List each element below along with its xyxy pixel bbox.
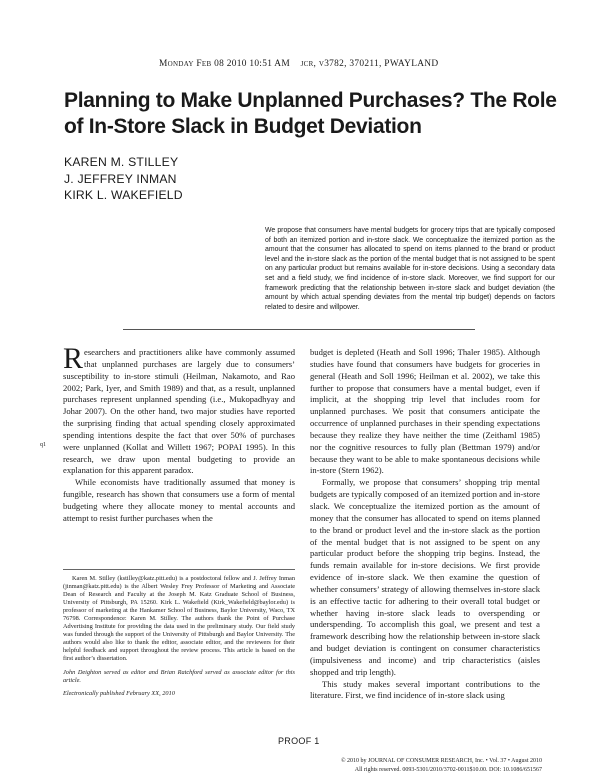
article-title: Planning to Make Unplanned Purchases? The Role of In-Store Slack in Budget Deviation <box>64 89 557 138</box>
author-footnote <box>63 575 295 698</box>
author-name: J. JEFFREY INMAN <box>64 171 177 186</box>
author-list <box>64 154 183 204</box>
author-affiliations: Karen M. Stilley (kstilley@katz.pitt.edu) is a postdoctoral fellow and J. Jeffrey Inman (jinman@katz.pitt.edu) is the Albert Wesley Frey Professor of Marketing and Associate Dean of Research and Faculty at the Joseph M. Katz Graduate School of Business, University of Pittsburgh, PA 15260. Kirk L. Wakefield (Kirk_Wakefield@baylor.edu) is professor of marketing at the Hankamer School of Business, Baylor University, Waco, TX 76798. Correspondence: Karen M. Stilley. The authors thank the Point of Purchase Advertising Institute for providing the data used in the preliminary study. Our field study was funded through the support of the University of Pittsburgh and Baylor University. The authors would also like to thank the editor, associate editor, and the reviewers for their helpful feedback and support throughout the review process. This article is based on the first author’s dissertation. <box>63 575 295 663</box>
running-head <box>159 59 559 69</box>
abstract: We propose that consumers have mental budgets for grocery trips that are typically composed of both an itemized portion and in-store slack. We conceptualize the itemized portion as the amount that the consumer has allocated to spend on items planned to the brand or product level and the in-store slack as the portion of the mental budget that is not assigned to be spent on any particular product but remains available for in-store decisions. Using a secondary data set and a field study, we find incidence of in-store slack. Moreover, we find support for our framework predicting that the relationship between in-store slack and budget deviation (the amount by which actual spending deviates from the mental trip budget) depends on factors related to desire and willpower. <box>265 227 555 311</box>
proof-label: PROOF 1 <box>278 736 320 746</box>
running-head-journal-id: jcr, v3782, 370211, PWAYLAND <box>300 59 439 69</box>
copyright-line: All rights reserved. 0093-5301/2010/3702-0011$10.00. DOI: 10.1086/651567 <box>354 767 542 773</box>
body-paragraph: budget is depleted (Heath and Soll 1996; Thaler 1985). Although studies have found that consumers have budgets for groceries in general (Heath and Soll 1996; Heilman et al. 2002), we take this further to propose that consumers have a mental budget, even if implicit, at the shopping trip level that includes room for unplanned purchases. We posit that consumers anticipate the occurrence of unplanned purchases in their spending expectations because they realize they have neither the time (Zeithaml 1985) nor the cognitive resources to fully plan (Bettman 1979) and/or because they want to be able to make spontaneous decisions while in-store (Stern 1962). <box>310 347 540 476</box>
publication-note: Electronically published February XX, 2010 <box>63 689 175 697</box>
drop-cap: R <box>63 342 84 375</box>
copyright-line: © 2010 by JOURNAL OF CONSUMER RESEARCH, Inc. • Vol. 37 • August 2010 <box>340 758 542 764</box>
author-name: KAREN M. STILLEY <box>64 155 179 169</box>
body-paragraph: Formally, we propose that consumers’ shopping trip mental budgets are typically composed of an itemized portion and in-store slack. We conceptualize the itemized portion as the amount of money that the consumer has allocated to spend on items planned to the brand or product level and the in-store slack as the portion of the mental budget that is not assigned to be spent on any particular product before the shopping trip begins. Instead, the funds remain available for in-store decisions. We first provide evidence of in-store slack. We then examine the question of whether consumers’ strategy of allowing themselves in-store slack is an effective tactic for adhering to their overall total budget or whether having in-store slack leads to overspending or underspending. To accomplish this goal, we present and test a framework describing how the relationship between in-store slack and budget deviation is contingent on consumer characteristics (impulsiveness and income) and trip characteristics (aisles shopped and trip length). <box>310 477 540 677</box>
running-head-date: Monday Feb 08 2010 10:51 AM <box>159 59 291 69</box>
body-column-right <box>310 347 540 702</box>
query-marker: q1 <box>40 442 46 448</box>
footnote-divider <box>63 569 295 570</box>
body-paragraph: While economists have traditionally assumed that money is fungible, research has shown that consumers use a form of mental budgeting where they allocate money to mental accounts and attempt to resist further purchases when the <box>63 477 295 523</box>
paragraph-text: esearchers and practitioners alike have commonly assumed that unplanned purchases are largely due to consumers’ susceptibility to in-store stimuli (Heilman, Nakamoto, and Rao 2002; Park, Iyer, and Smith 1989) and that, as a result, unplanned purchases represent unplanned spending (i.e., Mukopadhyay and Johar 2007). On the other hand, two major studies have reported the surprising finding that actual spending closely approximated spending intentions despite the fact that over 50% of purchases were unplanned (Kollat and Willett 1967; POPAI 1995). In this research, we draw upon mental budgeting to provide an explanation for this apparent paradox. <box>63 347 295 476</box>
section-divider <box>123 329 475 330</box>
body-column-left <box>63 342 295 525</box>
author-name: KIRK L. WAKEFIELD <box>64 188 183 202</box>
body-paragraph <box>63 342 295 477</box>
body-paragraph: This study makes several important contributions to the literature. First, we find incidence of in-store slack using <box>310 678 540 701</box>
editor-note: John Deighton served as editor and Brian Ratchford served as associate editor for this article. <box>63 668 295 684</box>
copyright-notice <box>310 757 542 775</box>
